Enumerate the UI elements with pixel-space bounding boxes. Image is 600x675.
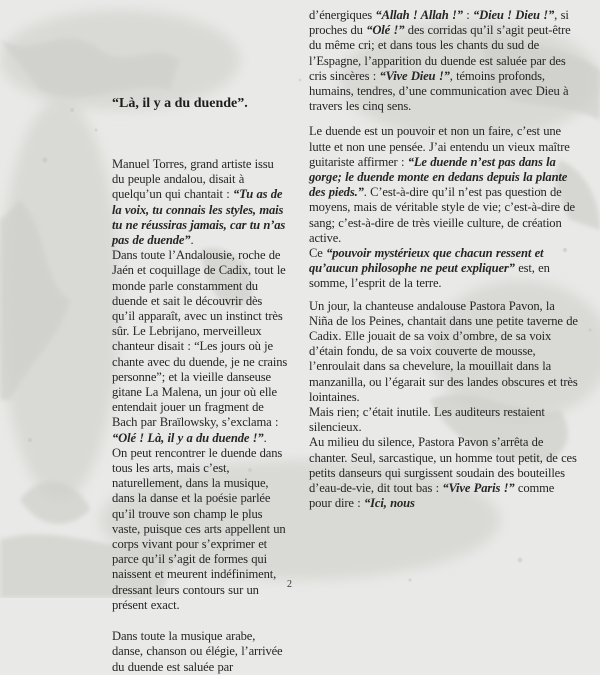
page-number: 2 (287, 579, 292, 590)
text-run: , si proches du (309, 8, 569, 38)
quotation: “Vive Dieu !” (379, 68, 450, 83)
section-heading: “Là, il y a du duende”. (112, 96, 248, 111)
text-run: d’énergiques (309, 8, 376, 22)
paragraph-andalousie (112, 248, 288, 446)
text-run: . (190, 233, 194, 248)
text-run: Un jour, la chanteuse andalouse Pastora Pavon, la Niña de los Peines, chantait dans une petite taverne de Cadix. Elle jouait de sa voix d’ombre, de sa voix d’étain fondu, de sa voix couverte de mousse, l’enroulait dans sa chevelure, la mouillait dans la manzanilla, ou l’égarait sur des landes obscures et très lointaines. (309, 298, 578, 404)
quotation: “Olé ! Là, il y a du duende !” (112, 430, 264, 445)
text-run: Le duende est un pouvoir et non un faire, c’est une lutte et non une pensée. J’ai entendu un vieux maître guitariste affirmer : (309, 124, 570, 169)
paragraph-esprit (309, 246, 578, 292)
text-run: des corridas qu’il s’agit peut-être du même cri; et dans tous les chants du sud de l’Espagne, l’apparition du duende est saluée par des cris sincères : (309, 23, 571, 83)
paragraph-musique-arabe (112, 629, 288, 675)
quotation: “Ici, nous (364, 496, 415, 511)
paragraph-silence (309, 405, 578, 435)
quotation: “Dieu ! Dieu !” (473, 8, 555, 22)
quotation: “pouvoir mystérieux que chacun ressent et qu’aucun philosophe ne peut expliquer” (309, 246, 544, 276)
text-run: est, en somme, l’esprit de la terre. (309, 261, 550, 291)
text-run: Mais rien; c’était inutile. Les auditeurs restaient silencieux. (309, 405, 545, 435)
quotation: “Vive Paris !” (442, 481, 515, 496)
quotation: “Le duende n’est pas dans la gorge; le duende monte en dedans depuis la plante des pieds.” (309, 154, 568, 200)
text-run: . (263, 430, 267, 445)
text-run: : (462, 8, 473, 22)
text-run: Dans toute la musique arabe, danse, chanson ou élégie, l’arrivée du duende est saluée par (112, 629, 283, 674)
quotation: “Olé !” (366, 23, 405, 38)
text-run: Au milieu du silence, Pastora Pavon s’arrêta de chanter. Seul, sarcastique, un homme tout petit, de ces petits danseurs qui surgissent soudain des bouteilles d’eau-de-vie, dit tout bas : (309, 435, 577, 496)
text-run: Ce (309, 246, 327, 261)
left-column (112, 157, 288, 675)
quotation: “Allah ! Allah !” (375, 8, 463, 22)
quotation: “Tu as de la voix, tu connais les styles, mais tu ne réussiras jamais, car tu n’as pas de duende” (112, 187, 286, 248)
paragraph-torres (112, 157, 288, 248)
paragraph-pouvoir (309, 124, 578, 246)
paragraph-pastora (309, 299, 578, 405)
text-run: Manuel Torres, grand artiste issu du peuple andalou, disait à quelqu’un qui chantait : (112, 157, 274, 202)
text-run: On peut rencontrer le duende dans tous les arts, mais c’est, naturellement, dans la musique, dans la danse et la poésie parlée qu’il trouve son champ le plus vaste, puisque ces arts appellent un corps vivant pour s’exprimer et parce qu’il s’agit de formes qui naissent et meurent indéfiniment, dressant leurs contours sur un présent exact. (112, 445, 286, 612)
paragraph-arts (112, 446, 288, 613)
text-run: . C’est-à-dire qu’il n’est pas question de moyens, mais de véritable style de vie; c’est-à-dire de sang; c’est-à-dire de très vieille culture, de création active. (309, 185, 575, 245)
paragraph-vive-paris (309, 435, 578, 511)
paragraph-energiques (309, 8, 578, 114)
right-column (309, 8, 578, 512)
text-run: Dans toute l’Andalousie, roche de Jaén et coquillage de Cadix, tout le monde parle constamment du duende et sait le découvrir dès qu’il apparaît, avec un instinct très sûr. Le Lebrijano, merveilleux chanteur disait : “Les jours où je chante avec du duende, je ne crains personne”; et la vieille danseuse gitane La Malena, un jour où elle entendait jouer un fragment de Bach par Braïlowsky, s’exclama : (112, 248, 288, 430)
text-run: comme pour dire : (309, 481, 555, 511)
text-run: , témoins profonds, humains, tendres, d’une communication avec Dieu à travers les cinq sens. (309, 68, 569, 114)
